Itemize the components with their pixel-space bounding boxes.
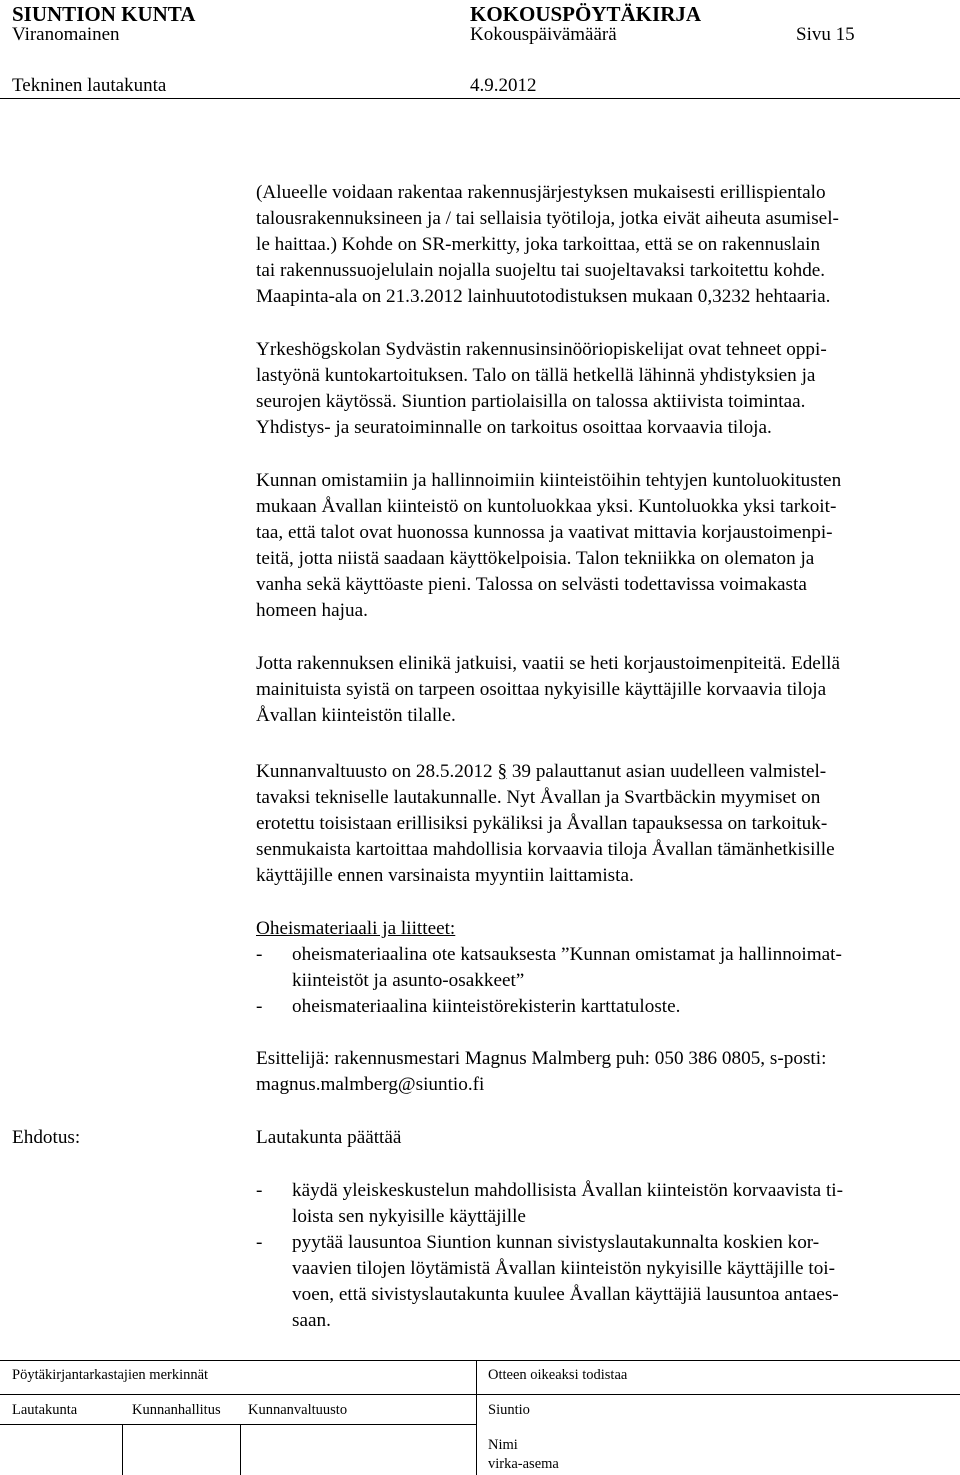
checkers-label: Pöytäkirjantarkastajien merkinnät [12, 1367, 209, 1383]
text-line: oheismateriaalina ote katsauksesta ”Kunnan omistamat ja hallinnoimat- [292, 944, 842, 965]
text-fragment: 39 palauttanut asian uudelleen valmistel- [507, 761, 827, 782]
list-item [256, 942, 842, 994]
text-line: teitä, jotta niistä saadaan käyttökelpoisia. Talon tekniikka on olematon ja [256, 548, 815, 569]
text-line: mainituista syistä on tarpeen osoittaa nykyisille käyttäjille korvaavia tiloja [256, 679, 827, 700]
footer-mid-rule [0, 1394, 960, 1395]
text-line: taa, että talot ovat huonossa kunnossa ja vaativat mittavia korjaustoimenpi- [256, 522, 833, 543]
attachments-heading [256, 916, 455, 942]
text-line: loista sen nykyisille käyttäjille [292, 1206, 526, 1227]
decision-list [256, 1178, 843, 1334]
text-line: le haittaa.) Kohde on SR-merkitty, joka tarkoittaa, että se on rakennuslain [256, 234, 821, 255]
signature-col-divider-2 [240, 1424, 241, 1475]
paragraph-3 [256, 468, 841, 624]
name-label: Nimi [488, 1437, 518, 1453]
text-line: käyttäjille ennen varsinaista myyntiin laittamista. [256, 865, 634, 886]
attachments-list [256, 942, 842, 1020]
text-line: Yrkeshögskolan Sydvästin rakennusinsinööriopiskelijat ovat tehneet oppi- [256, 339, 827, 360]
list-item [256, 1230, 843, 1334]
paragraph-1 [256, 180, 839, 310]
meeting-date-label: Kokouspäivämäärä [470, 24, 617, 45]
paragraph-2 [256, 337, 827, 441]
certified-place: Siuntio [488, 1402, 530, 1418]
signature-rule [0, 1424, 476, 1425]
list-dash: - [256, 944, 263, 965]
title-label: virka-asema [488, 1456, 559, 1472]
list-dash: - [256, 1232, 263, 1253]
document-type: KOKOUSPÖYTÄKIRJA [470, 2, 702, 26]
text-line: Lautakunta päättää [256, 1127, 402, 1148]
header-divider [0, 98, 960, 99]
attachments-title: Oheismateriaali ja liitteet: [256, 918, 456, 939]
footer-top-rule [0, 1360, 960, 1361]
text-line: vanha sekä käyttöaste pieni. Talossa on selvästi todettavissa voimakasta [256, 574, 807, 595]
text-line: Kunnan omistamiin ja hallinnoimiin kiinteistöihin tehtyjen kuntoluokitusten [256, 470, 842, 491]
text-line: Åvallan kiinteistön tilalle. [256, 705, 456, 726]
text-line: käydä yleiskeskustelun mahdollisista Åvallan kiinteistön korvaavista ti- [292, 1180, 844, 1201]
list-item [256, 994, 842, 1020]
text-line: tavaksi tekniselle lautakunnalle. Nyt Åvallan ja Svartbäckin myymiset on [256, 787, 821, 808]
col-board: Lautakunta [12, 1402, 78, 1418]
municipality-name: SIUNTION KUNTA [12, 2, 196, 26]
text-line: senmukaista kartoittaa mahdollisia korvaavia tiloja Åvallan tämänhetkisille [256, 839, 835, 860]
text-line: (Alueelle voidaan rakentaa rakennusjärjestyksen mukaisesti erillispientalo [256, 182, 826, 203]
text-line: tai rakennussuojelulain nojalla suojeltu tai suojeltavaksi tarkoitettu kohde. [256, 260, 826, 281]
text-line: saan. [292, 1310, 331, 1331]
list-dash: - [256, 996, 263, 1017]
text-line: pyytää lausuntoa Siuntion kunnan sivistyslautakunnalta koskien kor- [292, 1232, 820, 1253]
decision-heading [256, 1125, 401, 1151]
text-line [256, 759, 835, 785]
meeting-date: 4.9.2012 [470, 75, 537, 96]
text-line: Jotta rakennuksen elinikä jatkuisi, vaatii se heti korjaustoimenpiteitä. Edellä [256, 653, 840, 674]
text-line: seurojen käytössä. Siuntion partiolaisilla on talossa aktiivista toimintaa. [256, 391, 806, 412]
col-municipal-board: Kunnanhallitus [132, 1402, 221, 1418]
text-line: erotettu toisistaan erillisiksi pykäliksi ja Åvallan tapauksessa on tarkoituk- [256, 813, 828, 834]
text-line: voen, että sivistyslautakunta kuulee Åvallan käyttäjiä lausuntoa antaes- [292, 1284, 839, 1305]
text-line: vaavien tilojen löytämistä Åvallan kiinteistön nykyisille käyttäjille toi- [292, 1258, 836, 1279]
presenter-email: magnus.malmberg@siuntio.fi [256, 1074, 485, 1095]
authority-label: Viranomainen [12, 24, 120, 45]
text-line: Maapinta-ala on 21.3.2012 lainhuutotodistuksen mukaan 0,3232 hehtaaria. [256, 286, 831, 307]
page-number: Sivu 15 [796, 24, 855, 45]
proposal-label: Ehdotus: [12, 1127, 81, 1148]
text-line: oheismateriaalina kiinteistörekisterin karttatuloste. [292, 996, 681, 1017]
signature-col-divider-1 [122, 1424, 123, 1475]
text-line: kiinteistöt ja asunto-osakkeet” [292, 970, 525, 991]
footer-divider [476, 1360, 477, 1475]
section-sign: § [497, 761, 508, 782]
text-line: Esittelijä: rakennusmestari Magnus Malmberg puh: 050 386 0805, s-posti: [256, 1048, 827, 1069]
text-line: homeen hajua. [256, 600, 368, 621]
text-line: Yhdistys- ja seuratoiminnalle on tarkoitus osoittaa korvaavia tiloja. [256, 417, 772, 438]
text-fragment: Kunnanvaltuusto on 28.5.2012 [256, 761, 498, 782]
presenter-info [256, 1046, 826, 1098]
col-council: Kunnanvaltuusto [248, 1402, 348, 1418]
list-dash: - [256, 1180, 263, 1201]
list-item [256, 1178, 843, 1230]
text-line: talousrakennuksineen ja / tai sellaisia työtiloja, jotka eivät aiheuta asumisel- [256, 208, 839, 229]
paragraph-4 [256, 651, 840, 729]
text-line: lastyönä kuntokartoituksen. Talo on tällä hetkellä lähinnä yhdistyksien ja [256, 365, 816, 386]
paragraph-5 [256, 759, 835, 889]
certified-label: Otteen oikeaksi todistaa [488, 1367, 628, 1383]
text-line: mukaan Åvallan kiinteistö on kuntoluokkaa yksi. Kuntoluokka yksi tarkoit- [256, 496, 837, 517]
board-name: Tekninen lautakunta [12, 75, 167, 96]
